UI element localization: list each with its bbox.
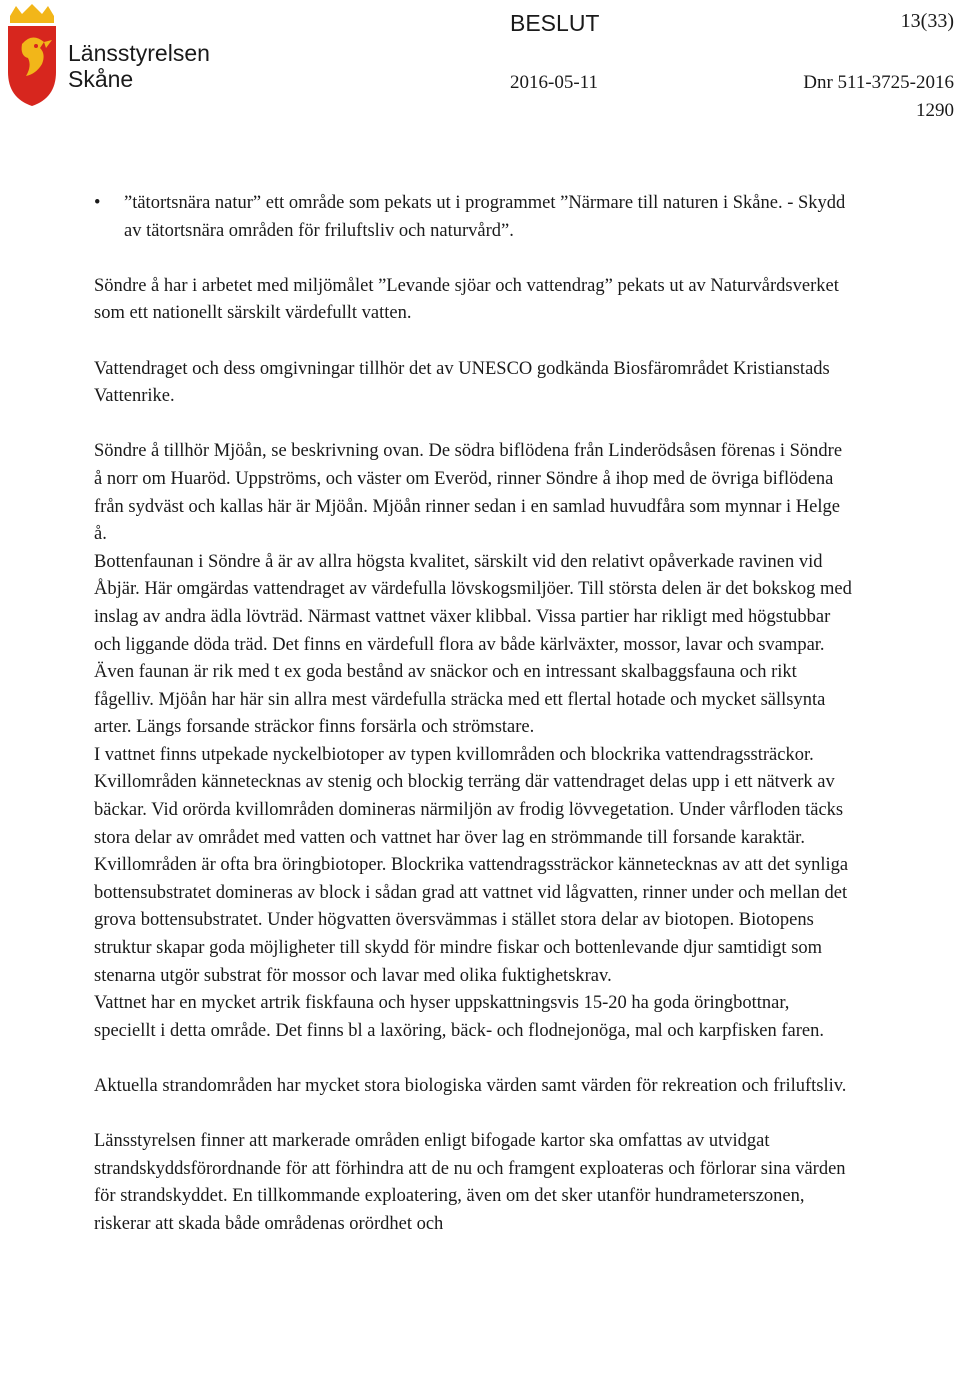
paragraph-5: I vattnet finns utpekade nyckelbiotoper av typen kvillområden och blockrika vattendragssträckor. Kvillområden kännetecknas av stenig och blockig terräng där vattendraget delas upp i ett nätverk av bäckar. Vid orörda kvillområden domineras närmiljön av frodig lövvegetation. Under vårfloden täcks stora delar av området med vatten och vattnet har över lag en strömmande till forsande karaktär. Kvillområden är ofta bra öringbiotoper. Blockrika vattendragssträckor kännetecknas av att det synliga bottensubstratet domineras av block i sådan grad att vattnet vid lågvatten, rinner under och mellan det grova bottensubstratet. Under högvatten översvämmas i stället stora delar av biotopen. Biotopens struktur skapar goda möjligheter till skydd för mindre fiskar och bottenlevande djur samtidigt som stenarna utgör substrat för mossor och lavar med olika fuktighetskrav. — [94, 744, 849, 986]
bullet-text: ”tätortsnära natur” ett område som pekats ut i programmet ”Närmare till naturen i Skåne. - Skydd av tätortsnära områden för friluftsliv och naturvård”. — [124, 193, 846, 241]
paragraph-6: Vattnet har en mycket artrik fiskfauna och hyser uppskattningsvis 15-20 ha goda öringbottnar, speciellt i detta område. Det finns bl a laxöring, bäck- och flodnejonöga, mal och karpfisken faren. — [94, 993, 824, 1041]
page-number: 13(33) — [900, 10, 954, 32]
registration-sub-number: 1290 — [916, 100, 954, 121]
bullet-item — [94, 190, 854, 245]
document-type: BESLUT — [510, 10, 600, 36]
coat-of-arms-logo — [2, 2, 62, 108]
organization-name — [68, 40, 210, 92]
registration-number: Dnr 511-3725-2016 — [803, 72, 954, 93]
org-line-1: Länsstyrelsen — [68, 40, 210, 66]
paragraph-4: Bottenfaunan i Söndre å är av allra högsta kvalitet, särskilt vid den relativt opåverkade ravinen vid Åbjär. Här omgärdas vattendraget av värdefulla lövskogsmiljöer. Till största delen är det bokskog med inslag av andra ädla lövträd. Närmast vattnet växer klibbal. Vissa partier har rikligt med högstubbar och liggande döda träd. Det finns en värdefull flora av både kärlväxter, mossor, lavar och svampar. Även faunan är rik med t ex goda bestånd av snäckor och en intressant skalbaggsfauna och rikt fågelliv. Mjöån har här sin allra mest värdefulla sträcka med ett flertal hotade och mycket sällsynta arter. Längs forsande sträckor finns forsärla och strömstare. — [94, 551, 852, 738]
paragraph-7: Aktuella strandområden har mycket stora biologiska värden samt värden för rekreation och friluftsliv. — [94, 1076, 847, 1096]
document-body — [94, 190, 854, 1239]
org-line-2: Skåne — [68, 66, 134, 92]
bullet-icon: • — [94, 193, 101, 213]
paragraph-8: Länsstyrelsen finner att markerade områden enligt bifogade kartor ska omfattas av utvidgat strandskyddsförordnande för att förhindra att de nu och framgent exploateras och förlorar sina värden för strandskyddet. En tillkommande exploatering, även om det sker utanför hundrameterszonen, riskerar att skada både områdenas orördhet och — [94, 1131, 846, 1234]
paragraph-2: Vattendraget och dess omgivningar tillhör det av UNESCO godkända Biosfärområdet Kristianstads Vattenrike. — [94, 358, 830, 407]
paragraph-1: Söndre å har i arbetet med miljömålet ”Levande sjöar och vattendrag” pekats ut av Naturvårdsverket som ett nationellt särskilt värdefullt vatten. — [94, 275, 839, 324]
document-date: 2016-05-11 — [510, 72, 598, 93]
paragraph-3: Söndre å tillhör Mjöån, se beskrivning ovan. De södra biflödena från Linderödsåsen förenas i Söndre å norr om Huaröd. Uppströms, och väster om Everöd, rinner Söndre å ihop med de övriga biflödena från sydväst och kallas här är Mjöån. Mjöån rinner sedan i en samlad huvudfåra som mynnar i Helge å. — [94, 441, 843, 545]
